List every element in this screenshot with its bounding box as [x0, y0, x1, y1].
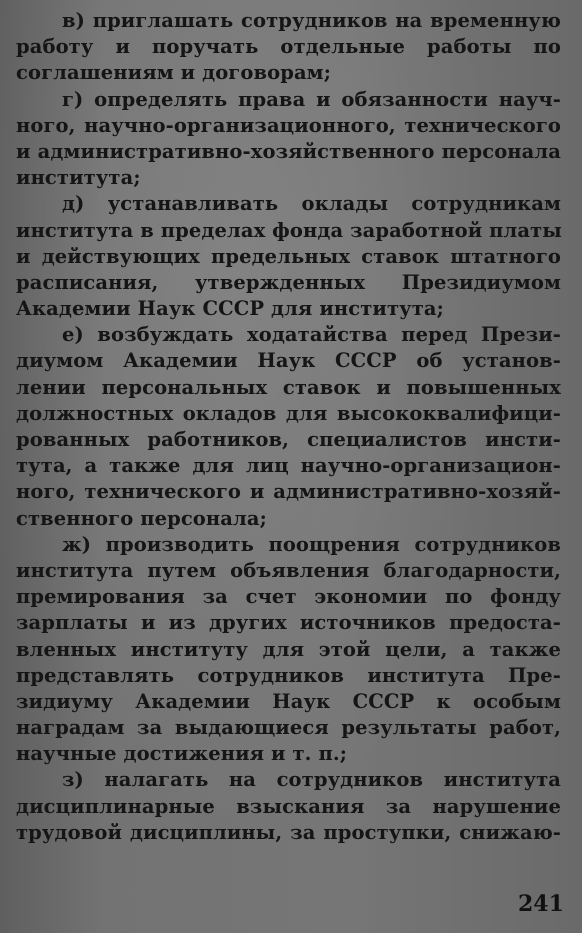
text-line: трудовой дисциплины, за проступки, снижаю- [16, 820, 561, 844]
text-line: тута, а также для лиц научно-организацион- [16, 454, 561, 478]
text-line: ного, технического и административно-хозяй- [16, 480, 561, 504]
text-line: рованных работников, специалистов инсти- [16, 428, 561, 451]
text-line: расписания, утвержденных Президиумом [16, 270, 561, 294]
text-line: научные достижения и т. п.; [16, 742, 348, 766]
text-line: лении персональных ставок и повышенных [16, 375, 561, 399]
text-line: ного, научно-организационного, технического [16, 113, 561, 137]
text-line: должностных окладов для высококвалифици- [16, 401, 561, 425]
text-line: Академии Наук СССР для института; [16, 297, 444, 321]
text-line: и административно-хозяйственного персонала [16, 139, 561, 163]
text-line: д) устанавливать оклады сотрудникам [62, 192, 561, 216]
text-line: з) налагать на сотрудников института [62, 768, 561, 792]
page-text [16, 8, 561, 846]
text-line: соглашениям и договорам; [16, 61, 332, 85]
text-line: наградам за выдающиеся результаты работ, [16, 716, 561, 740]
text-line: в) приглашать сотрудников на временную [62, 9, 561, 32]
text-line: дисциплинарные взыскания за нарушение [16, 794, 561, 818]
page-number: 241 [518, 891, 564, 917]
text-line: института в пределах фонда заработной платы [16, 218, 562, 242]
text-line: зарплаты и из других источников предоста- [16, 611, 561, 635]
text-line: г) определять права и обязанности науч- [62, 87, 561, 111]
text-line: института; [16, 166, 141, 190]
text-line: е) возбуждать ходатайства перед Прези- [62, 323, 561, 347]
text-line: диумом Академии Наук СССР об установ- [16, 349, 561, 373]
text-line: представлять сотрудников института Пре- [16, 663, 561, 687]
text-line: ственного персонала; [16, 506, 267, 530]
text-line: института путем объявления благодарности, [16, 558, 561, 582]
text-line: работу и поручать отдельные работы по [16, 35, 561, 59]
text-line: вленных институту для этой цели, а также [16, 637, 561, 661]
text-line: ж) производить поощрения сотрудников [62, 532, 561, 556]
text-line: премирования за счет экономии по фонду [16, 585, 561, 609]
text-line: зидиуму Академии Наук СССР к особым [16, 689, 561, 713]
text-line: и действующих предельных ставок штатного [16, 244, 561, 268]
